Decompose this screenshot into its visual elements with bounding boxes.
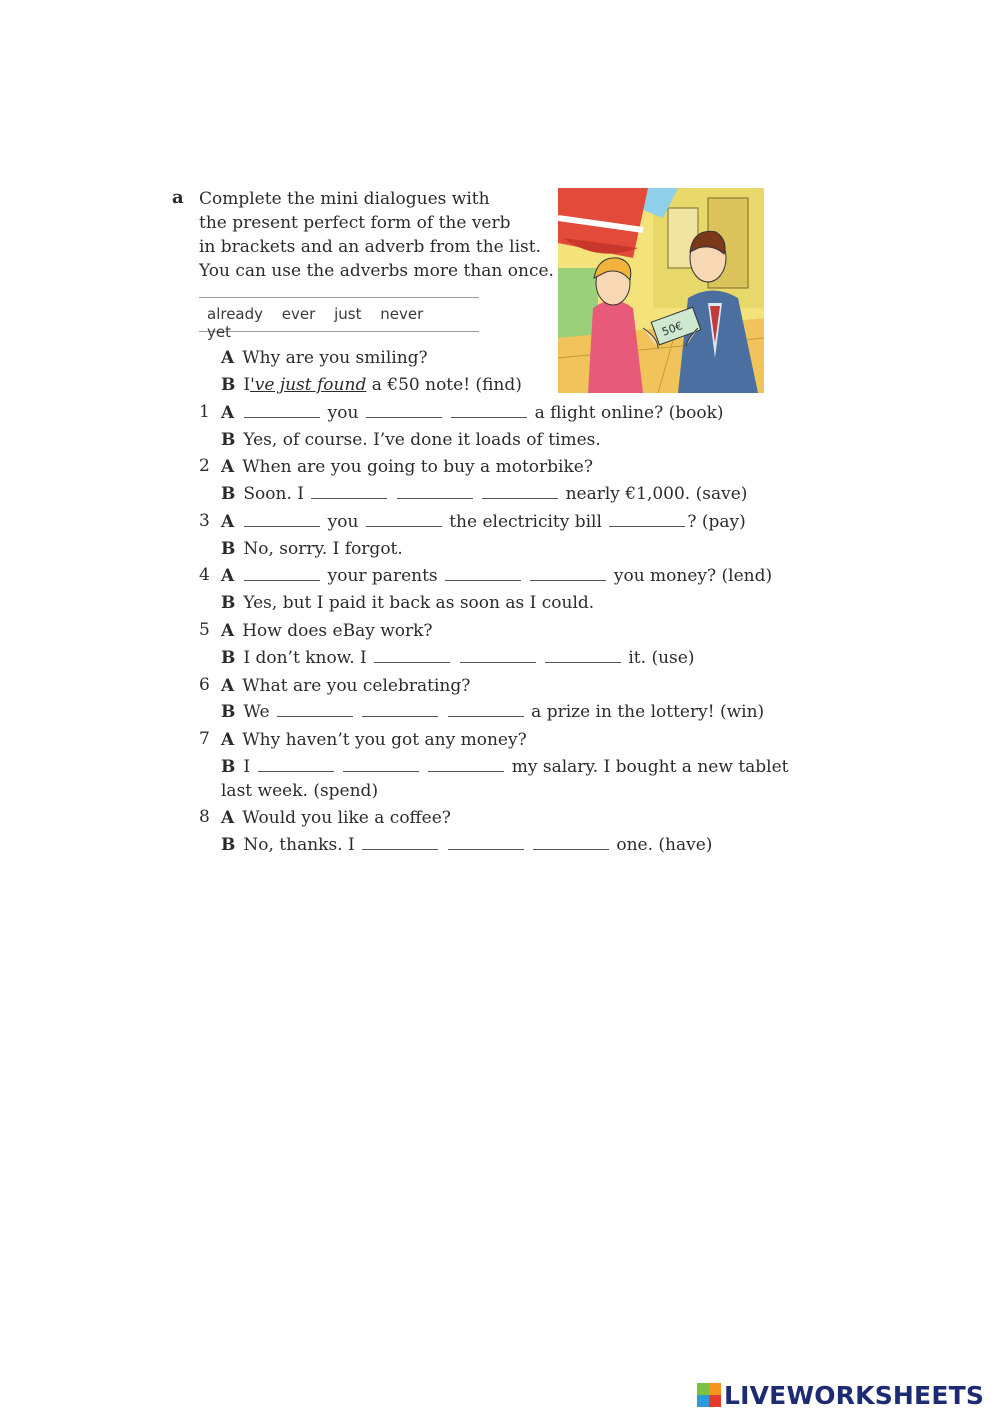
item-6-line-a [221,675,470,697]
answer-blank[interactable] [374,648,450,663]
item-2-line-b [221,483,747,505]
answer-blank[interactable] [530,566,606,581]
exercise-letter: a [172,187,184,208]
item-text: one. (have) [616,835,713,855]
item-text: Would you like a coffee? [242,808,451,828]
answer-blank[interactable] [366,403,442,418]
item-number: 3 [199,511,210,531]
item-text: How does eBay work? [242,621,433,641]
logo-mark-icon [697,1383,721,1407]
speaker-a: A [221,348,235,368]
answer-blank[interactable] [362,702,438,717]
item-text: When are you going to buy a motorbike? [242,457,593,477]
item-text: a flight online? (book) [534,403,724,423]
item-text: ? (pay) [687,512,746,532]
answer-blank[interactable] [244,566,320,581]
instruction-line: You can use the adverbs more than once. [199,261,554,281]
answer-blank[interactable] [343,757,419,772]
item-text: you money? (lend) [613,566,773,586]
item-text: What are you celebrating? [242,676,471,696]
answer-blank[interactable] [609,512,685,527]
example-answer-prefix: I [243,375,251,395]
brand-name: LIVEWORKSHEETS [724,1380,985,1410]
item-text: a prize in the lottery! (win) [531,702,765,722]
instructions [199,187,559,283]
adverb-list [207,305,479,341]
item-8-line-b [221,834,712,856]
item-5-line-a [221,620,433,642]
item-number: 4 [199,565,210,585]
answer-blank[interactable] [277,702,353,717]
adverb-just: just [334,305,362,323]
item-text: it. (use) [628,648,695,668]
answer-blank[interactable] [533,835,609,850]
item-number: 5 [199,620,210,640]
item-4-line-a [221,565,772,587]
adverb-yet: yet [207,323,231,341]
item-text: No, thanks. I [243,835,355,855]
item-number: 7 [199,729,210,749]
item-text: Soon. I [243,484,304,504]
speaker-a: A [221,403,235,423]
item-7-line-a [221,729,527,751]
item-text: Yes, of course. I’ve done it loads of times. [243,430,601,450]
speaker-b: B [221,702,236,722]
item-1-line-a [221,402,724,424]
speaker-b: B [221,430,236,450]
item-7-line-b [221,756,789,778]
speaker-a: A [221,457,235,477]
item-text: nearly €1,000. (save) [565,484,748,504]
speaker-b: B [221,375,236,395]
item-text: my salary. I bought a new tablet [511,757,789,777]
answer-blank[interactable] [311,484,387,499]
answer-blank[interactable] [362,835,438,850]
speaker-a: A [221,512,235,532]
item-text: you [327,512,359,532]
instruction-line: Complete the mini dialogues with [199,189,490,209]
speaker-b: B [221,835,236,855]
item-6-line-b [221,701,764,723]
item-text: We [243,702,270,722]
item-2-line-a [221,456,593,478]
speaker-a: A [221,676,235,696]
speaker-a: A [221,808,235,828]
answer-blank[interactable] [366,512,442,527]
item-5-line-b [221,647,694,669]
two-people-money-note-illustration [558,188,764,393]
item-3-line-a [221,511,746,533]
item-number: 6 [199,675,210,695]
answer-blank[interactable] [445,566,521,581]
item-text: Yes, but I paid it back as soon as I could. [243,593,595,613]
item-text: last week. (spend) [221,781,379,801]
example-answer-suffix: a €50 note! (find) [371,375,522,395]
answer-blank[interactable] [258,757,334,772]
example-line-b [221,374,522,396]
adverb-never: never [380,305,424,323]
answer-blank[interactable] [545,648,621,663]
answer-blank[interactable] [397,484,473,499]
speaker-b: B [221,484,236,504]
speaker-b: B [221,593,236,613]
speaker-b: B [221,648,236,668]
adverb-ever: ever [281,305,316,323]
speaker-b: B [221,757,236,777]
example-question: Why are you smiling? [242,348,428,368]
item-4-line-b [221,592,594,614]
item-7-line-b-cont [221,780,378,802]
item-1-line-b [221,429,601,451]
item-number: 2 [199,456,210,476]
answer-blank[interactable] [448,702,524,717]
answer-blank[interactable] [244,403,320,418]
answer-blank[interactable] [448,835,524,850]
answer-blank[interactable] [244,512,320,527]
item-text: your parents [327,566,438,586]
adverb-word-box [199,297,479,341]
instruction-line: the present perfect form of the verb [199,213,511,233]
speaker-a: A [221,621,235,641]
answer-blank[interactable] [428,757,504,772]
item-text: I [243,757,251,777]
item-number: 8 [199,807,210,827]
item-number: 1 [199,402,210,422]
note-label: 50€ [660,319,685,339]
speaker-a: A [221,566,235,586]
answer-blank[interactable] [451,403,527,418]
item-8-line-a [221,807,451,829]
instruction-line: in brackets and an adverb from the list. [199,237,541,257]
speaker-b: B [221,539,236,559]
item-text: the electricity bill [449,512,602,532]
example-line-a [221,347,428,369]
liveworksheets-logo[interactable] [697,1378,984,1412]
example-answer: 've just found [250,375,367,395]
speaker-a: A [221,730,235,750]
answer-blank[interactable] [482,484,558,499]
item-text: No, sorry. I forgot. [243,539,403,559]
item-text: I don’t know. I [243,648,367,668]
item-3-line-b [221,538,403,560]
answer-blank[interactable] [460,648,536,663]
adverb-already: already [207,305,264,323]
item-text: you [327,403,359,423]
item-text: Why haven’t you got any money? [242,730,527,750]
